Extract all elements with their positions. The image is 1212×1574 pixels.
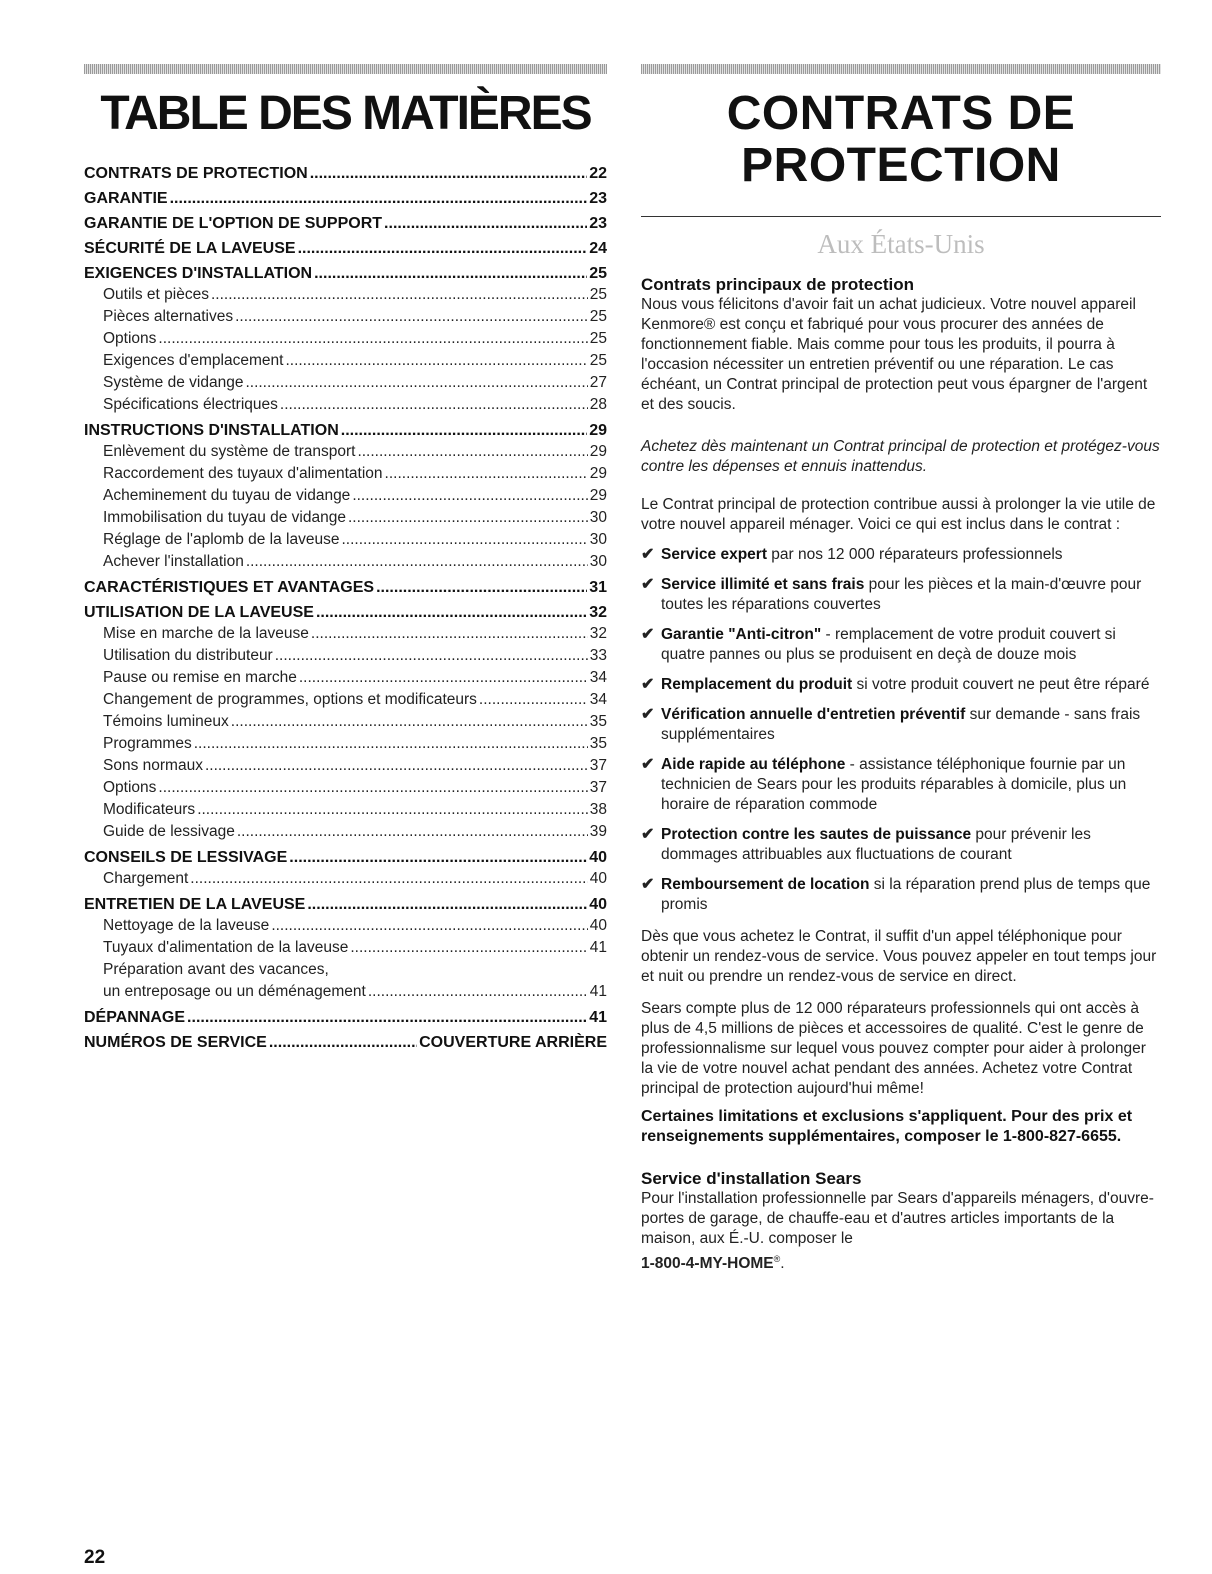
toc-entry-label: Modificateurs [103, 801, 196, 818]
toc-entry-page: 40 [589, 896, 607, 913]
toc-section-entry [84, 189, 607, 209]
toc-entry-page: 29 [589, 487, 607, 504]
toc-subsection-entry [84, 959, 607, 981]
toc-section-entry [84, 578, 607, 598]
limitations-paragraph: Certaines limitations et exclusions s'appliquent. Pour des prix et renseignements supplémentaires, composer le 1-800-827-6655. [641, 1108, 1133, 1145]
benefit-text [661, 755, 1161, 815]
toc-list [84, 164, 607, 1053]
benefit-item [641, 575, 1161, 615]
toc-entry-page: 25 [589, 286, 607, 303]
title-line-1: CONTRATS DE [726, 87, 1076, 140]
toc-leader-dots [314, 264, 587, 284]
toc-leader-dots [187, 1008, 587, 1028]
toc-entry-page: 28 [589, 396, 607, 413]
includes-paragraph: Le Contrat principal de protection contribue aussi à prolonger la vie utile de votre nouvel appareil ménager. Voici ce qui est inclus dans le contrat : [641, 496, 1156, 533]
benefit-item [641, 755, 1161, 815]
toc-subsection-entry [84, 777, 607, 799]
toc-subsection-entry [84, 981, 607, 1003]
toc-leader-dots [384, 214, 587, 234]
toc-entry-label: Enlèvement du système de transport [103, 443, 356, 460]
toc-section-entry [84, 603, 607, 623]
toc-entry-page: 41 [589, 939, 607, 956]
benefit-item [641, 675, 1161, 695]
install-text: Pour l'installation professionnelle par Sears d'appareils ménagers, d'ouvre-portes de garage, de chauffe-eau et d'autres articles importants de la maison, aux É.-U. composer le [641, 1190, 1154, 1247]
toc-leader-dots [298, 239, 588, 259]
toc-entry-page: 23 [589, 190, 607, 207]
toc-entry-page: 25 [589, 352, 607, 369]
toc-leader-dots [368, 981, 588, 1003]
benefit-text [661, 675, 1149, 695]
toc-section-entry [84, 1008, 607, 1028]
main-contracts-heading: Contrats principaux de protection [641, 275, 914, 294]
toc-subsection-entry [84, 306, 607, 328]
install-paragraph [641, 1189, 1161, 1274]
benefit-item [641, 825, 1161, 865]
toc-entry-page: 37 [589, 757, 607, 774]
toc-leader-dots [376, 578, 587, 598]
toc-section-entry [84, 848, 607, 868]
toc-subsection-entry [84, 868, 607, 890]
toc-entry-label: DÉPANNAGE [84, 1009, 186, 1026]
toc-leader-dots [352, 485, 587, 507]
toc-entry-label: Immobilisation du tuyau de vidange [103, 509, 346, 526]
toc-subsection-entry [84, 507, 607, 529]
toc-subsection-entry [84, 799, 607, 821]
benefit-item [641, 625, 1161, 665]
toc-entry-page: 32 [589, 604, 607, 621]
toc-entry-label: UTILISATION DE LA LAVEUSE [84, 604, 314, 621]
toc-section-entry [84, 895, 607, 915]
toc-leader-dots [271, 915, 587, 937]
checkmark-icon: ✔ [641, 626, 655, 643]
toc-subsection-entry [84, 441, 607, 463]
toc-leader-dots [190, 868, 587, 890]
toc-leader-dots [194, 733, 588, 755]
toc-leader-dots [385, 463, 588, 485]
page-number: 22 [84, 1547, 106, 1568]
benefit-title: Vérification annuelle d'entretien préventif [661, 706, 966, 723]
divider [641, 216, 1161, 217]
toc-entry-label: Témoins lumineux [103, 713, 229, 730]
toc-leader-dots [211, 284, 588, 306]
toc-entry-label: Système de vidange [103, 374, 244, 391]
toc-entry-page: 35 [589, 735, 607, 752]
toc-entry-label: Raccordement des tuyaux d'alimentation [103, 465, 383, 482]
decorative-bar [84, 64, 607, 74]
toc-entry-page: 40 [589, 917, 607, 934]
after-paragraph-1: Dès que vous achetez le Contrat, il suffit d'un appel téléphonique pour obtenir un rendez-vous de service. Vous pouvez appeler en tout temps jour et nuit ou prendre un rendez-vous de service en direct. [641, 928, 1157, 985]
toc-entry-label: Spécifications électriques [103, 396, 278, 413]
toc-entry-page: 41 [589, 983, 607, 1000]
toc-leader-dots [158, 328, 587, 350]
toc-leader-dots [316, 603, 587, 623]
toc-subsection-entry [84, 755, 607, 777]
toc-entry-page: COUVERTURE ARRIÈRE [419, 1034, 607, 1051]
toc-entry-label: Acheminement du tuyau de vidange [103, 487, 351, 504]
registered-mark: ® [773, 1254, 781, 1264]
install-heading: Service d'installation Sears [641, 1169, 862, 1188]
toc-subsection-entry [84, 328, 607, 350]
benefit-title: Remplacement du produit [661, 676, 853, 693]
toc-entry-label: Exigences d'emplacement [103, 352, 284, 369]
benefit-text [661, 625, 1161, 665]
toc-entry-label: Outils et pièces [103, 286, 209, 303]
toc-section-entry [84, 421, 607, 441]
italic-paragraph: Achetez dès maintenant un Contrat principal de protection et protégez-vous contre les dépenses et ennuis inattendus. [641, 438, 1160, 475]
toc-subsection-entry [84, 485, 607, 507]
toc-subsection-entry [84, 937, 607, 959]
toc-subsection-entry [84, 623, 607, 645]
toc-subsection-entry [84, 463, 607, 485]
toc-entry-page: 35 [589, 713, 607, 730]
toc-entry-page: 38 [589, 801, 607, 818]
toc-entry-page: 31 [589, 579, 607, 596]
toc-entry-label: GARANTIE [84, 190, 168, 207]
region-heading: Aux États-Unis [817, 229, 985, 259]
toc-entry-page: 30 [589, 509, 607, 526]
toc-entry-page: 23 [589, 215, 607, 232]
benefit-text [661, 705, 1161, 745]
toc-entry-page: 32 [589, 625, 607, 642]
toc-entry-label: Changement de programmes, options et modificateurs [103, 691, 477, 708]
toc-entry-label: Tuyaux d'alimentation de la laveuse [103, 939, 349, 956]
benefit-description: si la réparation prend plus de temps que promis [661, 876, 1151, 913]
toc-entry-page: 30 [589, 553, 607, 570]
toc-subsection-entry [84, 689, 607, 711]
toc-entry-label: Préparation avant des vacances, [103, 961, 329, 978]
toc-entry-label: CONTRATS DE PROTECTION [84, 165, 308, 182]
benefit-title: Protection contre les sautes de puissance [661, 826, 972, 843]
toc-entry-label: Utilisation du distributeur [103, 647, 273, 664]
page-title [641, 88, 1161, 192]
benefit-title: Aide rapide au téléphone [661, 756, 846, 773]
toc-column [84, 64, 607, 1053]
toc-leader-dots [350, 937, 587, 959]
toc-subsection-entry [84, 551, 607, 573]
toc-entry-page: 25 [589, 308, 607, 325]
benefit-description: par nos 12 000 réparateurs professionnels [767, 546, 1063, 563]
benefit-description: - assistance téléphonique fournie par un technicien de Sears pour les produits réparables à domicile, plus un horaire de réparation commode [661, 756, 1127, 813]
toc-entry-label: INSTRUCTIONS D'INSTALLATION [84, 422, 339, 439]
toc-leader-dots [285, 350, 587, 372]
toc-entry-label: Mise en marche de la laveuse [103, 625, 309, 642]
toc-section-entry [84, 164, 607, 184]
benefit-description: sur demande - sans frais supplémentaires [661, 706, 1141, 743]
toc-section-entry [84, 264, 607, 284]
toc-entry-label: Sons normaux [103, 757, 203, 774]
toc-leader-dots [245, 372, 587, 394]
toc-entry-label: Réglage de l'aplomb de la laveuse [103, 531, 340, 548]
toc-subsection-entry [84, 733, 607, 755]
toc-entry-page: 29 [589, 422, 607, 439]
toc-section-entry [84, 239, 607, 259]
toc-entry-page: 29 [589, 443, 607, 460]
toc-leader-dots [235, 306, 588, 328]
toc-entry-label: Pause ou remise en marche [103, 669, 297, 686]
toc-entry-label: ENTRETIEN DE LA LAVEUSE [84, 896, 306, 913]
toc-entry-label: EXIGENCES D'INSTALLATION [84, 265, 313, 282]
benefit-title: Service expert [661, 546, 767, 563]
benefit-description: pour les pièces et la main-d'œuvre pour toutes les réparations couvertes [661, 576, 1142, 613]
toc-leader-dots [341, 529, 587, 551]
toc-leader-dots [280, 394, 588, 416]
toc-entry-label: CARACTÉRISTIQUES ET AVANTAGES [84, 579, 375, 596]
after-paragraph-2: Sears compte plus de 12 000 réparateurs professionnels qui ont accès à plus de 4,5 millions de pièces et accessoires de qualité. C'est le genre de professionnalisme sur lequel vous pouvez compter pour aider à prolonger la vie de votre nouvel achat pendant des années. Achetez votre Contrat principal de protection aujourd'hui même! [641, 1000, 1146, 1097]
toc-leader-dots [269, 1033, 417, 1053]
toc-leader-dots [205, 755, 588, 777]
toc-entry-label: SÉCURITÉ DE LA LAVEUSE [84, 240, 296, 257]
toc-entry-label: Guide de lessivage [103, 823, 235, 840]
toc-leader-dots [231, 711, 588, 733]
benefit-title: Remboursement de location [661, 876, 870, 893]
toc-leader-dots [307, 895, 587, 915]
toc-leader-dots [341, 421, 587, 441]
toc-section-entry [84, 1033, 607, 1053]
toc-leader-dots [197, 799, 588, 821]
toc-entry-page: 25 [589, 330, 607, 347]
toc-entry-label: Chargement [103, 870, 189, 887]
install-end: . [780, 1255, 785, 1273]
benefit-item [641, 875, 1161, 915]
toc-leader-dots [289, 848, 587, 868]
benefit-text [661, 575, 1161, 615]
toc-leader-dots [479, 689, 588, 711]
toc-subsection-entry [84, 821, 607, 843]
install-phone: 1-800-4-MY-HOME [641, 1255, 774, 1273]
benefit-text [661, 825, 1161, 865]
checkmark-icon: ✔ [641, 546, 655, 563]
benefit-description: si votre produit couvert ne peut être réparé [852, 676, 1150, 693]
toc-leader-dots [299, 667, 588, 689]
toc-leader-dots [357, 441, 587, 463]
benefit-item [641, 545, 1161, 565]
toc-entry-page: 33 [589, 647, 607, 664]
benefit-list [641, 545, 1161, 915]
toc-section-entry [84, 214, 607, 234]
benefit-text [661, 545, 1063, 565]
toc-leader-dots [311, 623, 588, 645]
protection-column [641, 64, 1161, 1274]
toc-subsection-entry [84, 350, 607, 372]
toc-title: TABLE DES MATIÈRES [100, 87, 591, 140]
toc-entry-page: 29 [589, 465, 607, 482]
toc-entry-page: 39 [589, 823, 607, 840]
toc-leader-dots [158, 777, 587, 799]
toc-subsection-entry [84, 645, 607, 667]
toc-leader-dots [348, 507, 588, 529]
benefit-description: pour prévenir les dommages attribuables aux fluctuations de courant [661, 826, 1091, 863]
toc-subsection-entry [84, 529, 607, 551]
toc-entry-page: 24 [589, 240, 607, 257]
toc-entry-page: 34 [589, 691, 607, 708]
checkmark-icon: ✔ [641, 876, 655, 893]
toc-entry-label: CONSEILS DE LESSIVAGE [84, 849, 288, 866]
toc-leader-dots [237, 821, 588, 843]
toc-leader-dots [170, 189, 588, 209]
toc-subsection-entry [84, 711, 607, 733]
toc-subsection-entry [84, 284, 607, 306]
toc-entry-page: 40 [589, 870, 607, 887]
toc-subsection-entry [84, 915, 607, 937]
toc-entry-label: Programmes [103, 735, 192, 752]
checkmark-icon: ✔ [641, 676, 655, 693]
decorative-bar [641, 64, 1161, 74]
toc-subsection-entry [84, 394, 607, 416]
toc-entry-label: NUMÉROS DE SERVICE [84, 1034, 267, 1051]
toc-leader-dots [246, 551, 588, 573]
toc-subsection-entry [84, 667, 607, 689]
toc-entry-page: 27 [589, 374, 607, 391]
toc-entry-label: GARANTIE DE L'OPTION DE SUPPORT [84, 215, 383, 232]
benefit-text [661, 875, 1161, 915]
toc-entry-page: 22 [589, 165, 607, 182]
toc-subsection-entry [84, 372, 607, 394]
benefit-title: Garantie "Anti-citron" [661, 626, 822, 643]
toc-entry-page: 37 [589, 779, 607, 796]
checkmark-icon: ✔ [641, 826, 655, 843]
toc-entry-page: 25 [589, 265, 607, 282]
benefit-item [641, 705, 1161, 745]
checkmark-icon: ✔ [641, 756, 655, 773]
toc-entry-label: un entreposage ou un déménagement [103, 983, 366, 1000]
toc-entry-label: Pièces alternatives [103, 308, 234, 325]
toc-leader-dots [310, 164, 588, 184]
title-line-2: PROTECTION [741, 139, 1061, 192]
checkmark-icon: ✔ [641, 706, 655, 723]
toc-entry-label: Nettoyage de la laveuse [103, 917, 270, 934]
intro-paragraph: Nous vous félicitons d'avoir fait un achat judicieux. Votre nouvel appareil Kenmore® est conçu et fabriqué pour vous procurer des années de fonctionnement fiable. Mais comme pour tous les produits, il pourra à l'occasion nécessiter un entretien préventif ou une réparation. Le cas échéant, un Contrat principal de protection peut vous épargner de l'argent et des soucis. [641, 296, 1148, 413]
toc-entry-page: 41 [589, 1009, 607, 1026]
toc-entry-page: 34 [589, 669, 607, 686]
checkmark-icon: ✔ [641, 576, 655, 593]
toc-entry-page: 30 [589, 531, 607, 548]
toc-entry-page: 40 [589, 849, 607, 866]
toc-entry-label: Achever l'installation [103, 553, 244, 570]
toc-leader-dots [275, 645, 588, 667]
toc-entry-label: Options [103, 779, 157, 796]
toc-entry-label: Options [103, 330, 157, 347]
benefit-title: Service illimité et sans frais [661, 576, 865, 593]
benefit-description: - remplacement de votre produit couvert si quatre pannes ou plus se produisent en deçà de douze mois [661, 626, 1116, 663]
